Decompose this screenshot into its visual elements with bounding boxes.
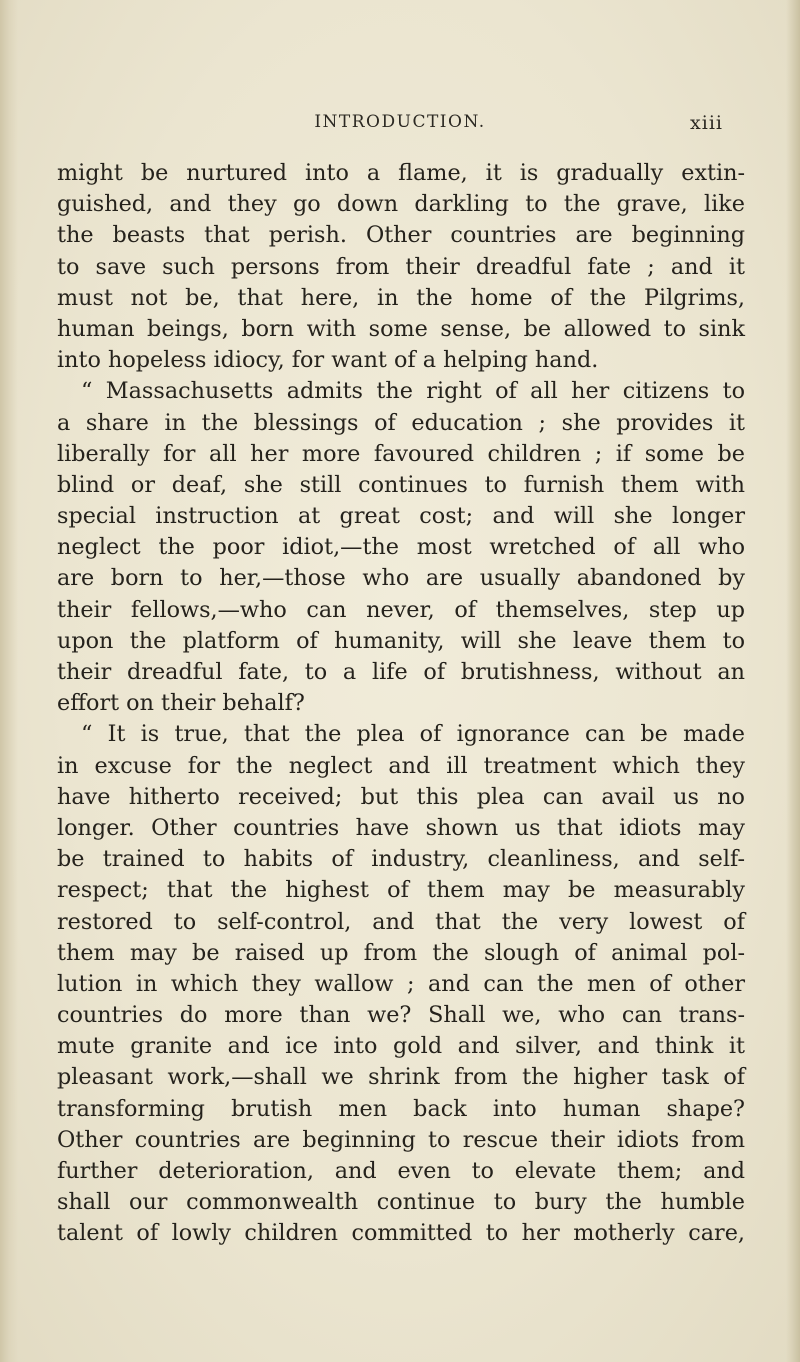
text-line: respect; that the highest of them may be measurably [57,877,745,904]
text-line: blind or deaf, she still continues to furnish them with [57,471,745,498]
text-line: be trained to habits of industry, cleanliness, and self- [57,846,745,873]
text-line: a share in the blessings of education ; she provides it [57,409,745,436]
running-title: INTRODUCTION. [314,112,486,132]
text-line: might be nurtured into a flame, it is gradually extin- [57,160,745,186]
text-line: the beasts that perish. Other countries are beginning [57,222,745,249]
text-line: “ It is true, that the plea of ignorance can be made [81,721,745,748]
text-line: “ Massachusetts admits the right of all her citizens to [81,378,745,405]
text-line: lution in which they wallow ; and can the men of other [57,970,745,997]
text-line: Other countries are beginning to rescue their idiots from [57,1126,745,1153]
page-number: xiii [690,112,723,134]
text-line: to save such persons from their dreadful fate ; and it [57,253,745,280]
text-line: in excuse for the neglect and ill treatment which they [57,752,745,779]
text-line: neglect the poor idiot,—the most wretched of all who [57,534,745,561]
text-line: guished, and they go down darkling to the grave, like [57,191,745,218]
text-line: talent of lowly children committed to her motherly care, [57,1220,745,1247]
text-line: shall our commonwealth continue to bury the humble [57,1189,745,1216]
text-line: have hitherto received; but this plea can avail us no [57,783,745,810]
text-line: human beings, born with some sense, be allowed to sink [57,315,745,342]
text-line: effort on their behalf? [57,690,305,717]
text-line: restored to self-control, and that the very lowest of [57,908,745,935]
text-line: their dreadful fate, to a life of brutishness, without an [57,659,745,685]
text-line: longer. Other countries have shown us that idiots may [57,814,745,841]
text-line: them may be raised up from the slough of animal pol- [57,939,745,966]
page-left-edge [0,0,18,1362]
running-head [75,112,725,142]
text-line: liberally for all her more favoured children ; if some be [57,440,745,467]
text-line: mute granite and ice into gold and silver, and think it [57,1033,745,1060]
text-line: must not be, that here, in the home of the Pilgrims, [57,284,745,311]
text-line: their fellows,—who can never, of themselves, step up [57,596,745,623]
text-line: pleasant work,—shall we shrink from the higher task of [57,1064,745,1091]
text-line: are born to her,—those who are usually abandoned by [57,565,745,592]
body-text [57,158,745,1250]
text-line: upon the platform of humanity, will she leave them to [57,627,745,654]
text-line: transforming brutish men back into human shape? [57,1095,745,1122]
text-line: special instruction at great cost; and will she longer [57,503,745,530]
page-right-edge [786,0,800,1362]
text-line: countries do more than we? Shall we, who can trans- [57,1002,745,1029]
text-line: into hopeless idiocy, for want of a helping hand. [57,347,599,374]
text-line: further deterioration, and even to elevate them; and [57,1158,745,1184]
